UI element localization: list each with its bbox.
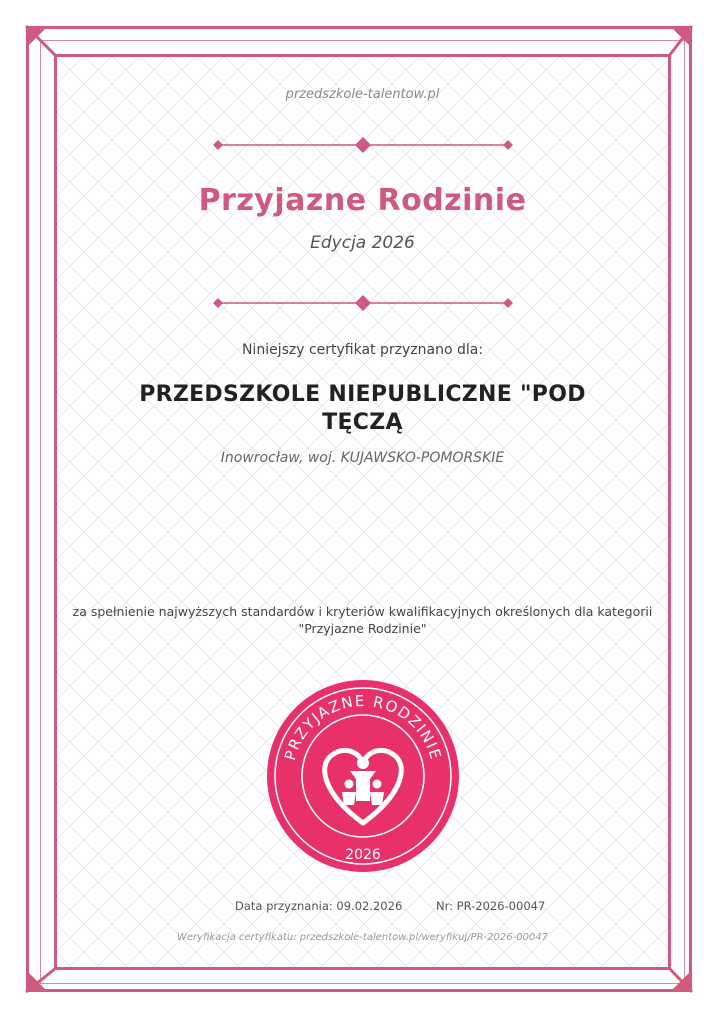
- certificate-number: Nr: PR-2026-00047: [436, 899, 546, 913]
- edition-label: Edycja 2026: [310, 233, 415, 253]
- recipient-name: [96, 381, 629, 437]
- award-date: Data przyznania: 09.02.2026: [235, 899, 403, 913]
- certificate-title: Przyjazne Rodzinie: [198, 183, 527, 218]
- criteria-line-2: "Przyjazne Rodzinie": [298, 621, 427, 636]
- seal-arc-text: PRZYJAZNE RODZINIE: [280, 691, 446, 763]
- bottom-divider-ornament: [208, 293, 518, 313]
- recipient-location: Inowrocław, woj. KUJAWSKO-POMORSKIE: [220, 450, 505, 466]
- site-url: przedszkole-talentow.pl: [285, 87, 440, 102]
- criteria-text: [70, 603, 655, 637]
- top-divider-ornament: [208, 135, 518, 155]
- recipient-name-line-2: TĘCZĄ: [322, 410, 403, 435]
- awarded-to-text: Niniejszy certyfikat przyznano dla:: [241, 342, 484, 358]
- verification-url: Weryfikacja certyfikatu: przedszkole-talentow.pl/weryfikuj/PR-2026-00047: [176, 932, 549, 943]
- criteria-line-1: za spełnienie najwyższych standardów i kryteriów kwalifikacyjnych określonych dla kategorii: [72, 604, 653, 619]
- certificate-seal: [266, 679, 460, 873]
- seal-year: 2026: [345, 847, 381, 863]
- recipient-name-line-1: PRZEDSZKOLE NIEPUBLICZNE "POD: [139, 382, 586, 407]
